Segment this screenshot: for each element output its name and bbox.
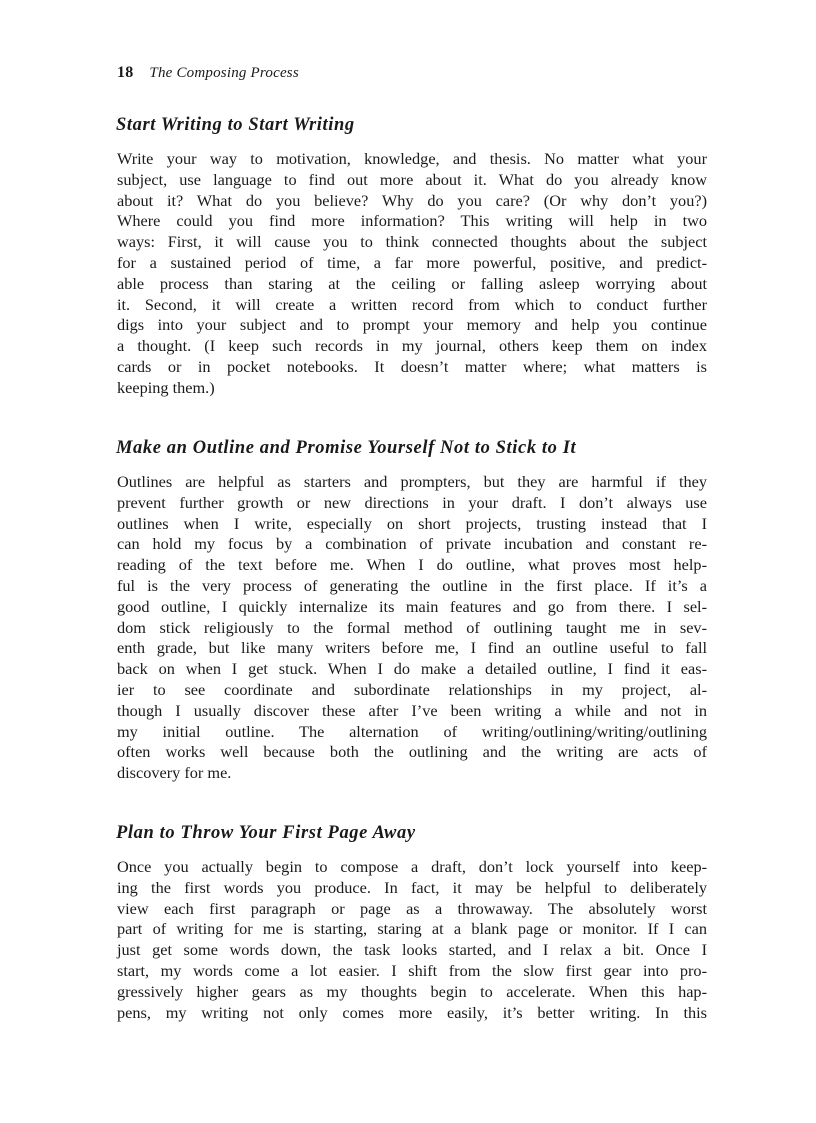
- text-line: about it? What do you believe? Why do you care? (Or why don’t you?): [117, 191, 707, 210]
- text-line: outlines when I write, especially on short projects, trusting instead that I: [117, 514, 707, 533]
- text-line: dom stick religiously to the formal method of outlining taught me in sev-: [117, 618, 707, 637]
- text-line: digs into your subject and to prompt your memory and help you continue: [117, 315, 707, 334]
- text-line: Once you actually begin to compose a draft, don’t lock yourself into keep-: [117, 857, 707, 876]
- text-line: Outlines are helpful as starters and prompters, but they are harmful if they: [117, 472, 707, 491]
- text-line: subject, use language to find out more about it. What do you already know: [117, 170, 707, 189]
- text-line: view each first paragraph or page as a throwaway. The absolutely worst: [117, 899, 707, 918]
- text-line: a thought. (I keep such records in my journal, others keep them on index: [117, 336, 707, 355]
- page-number: 18: [117, 64, 134, 81]
- text-line: can hold my focus by a combination of private incubation and constant re-: [117, 534, 707, 553]
- text-line: good outline, I quickly internalize its main features and go from there. I sel-: [117, 597, 707, 616]
- text-line: though I usually discover these after I’ve been writing a while and not in: [117, 701, 707, 720]
- text-line: it. Second, it will create a written record from which to conduct further: [117, 295, 707, 314]
- text-line: my initial outline. The alternation of writing/outlining/writing/outlining: [117, 722, 707, 741]
- text-line: for a sustained period of time, a far more powerful, positive, and predict-: [117, 253, 707, 272]
- text-line: keeping them.): [117, 378, 215, 397]
- text-line: prevent further growth or new directions in your draft. I don’t always use: [117, 493, 707, 512]
- text-line: Where could you find more information? This writing will help in two: [117, 211, 707, 230]
- text-line: able process than staring at the ceiling or falling asleep worrying about: [117, 274, 707, 293]
- text-line: ful is the very process of generating the outline in the first place. If it’s a: [117, 576, 707, 595]
- text-line: cards or in pocket notebooks. It doesn’t matter where; what matters is: [117, 357, 707, 376]
- text-line: Write your way to motivation, knowledge, and thesis. No matter what your: [117, 149, 707, 168]
- text-line: reading of the text before me. When I do outline, what proves most help-: [117, 555, 707, 574]
- text-line: ing the first words you produce. In fact, it may be helpful to deliberately: [117, 878, 707, 897]
- section-heading: Start Writing to Start Writing: [116, 115, 355, 135]
- text-line: discovery for me.: [117, 763, 232, 782]
- running-head: [117, 64, 299, 82]
- section-heading: Plan to Throw Your First Page Away: [116, 823, 416, 843]
- text-line: ier to see coordinate and subordinate relationships in my project, al-: [117, 680, 707, 699]
- section-heading: Make an Outline and Promise Yourself Not to Stick to It: [116, 438, 577, 458]
- text-line: gressively higher gears as my thoughts begin to accelerate. When this hap-: [117, 982, 707, 1001]
- text-line: part of writing for me is starting, staring at a blank page or monitor. If I can: [117, 919, 707, 938]
- chapter-title: The Composing Process: [149, 65, 299, 81]
- text-line: just get some words down, the task looks started, and I relax a bit. Once I: [117, 940, 707, 959]
- text-line: ways: First, it will cause you to think connected thoughts about the subject: [117, 232, 707, 251]
- text-line: pens, my writing not only comes more easily, it’s better writing. In this: [117, 1003, 707, 1022]
- text-line: often works well because both the outlining and the writing are acts of: [117, 742, 707, 761]
- text-line: start, my words come a lot easier. I shift from the slow first gear into pro-: [117, 961, 707, 980]
- text-line: back on when I get stuck. When I do make a detailed outline, I find it eas-: [117, 659, 707, 678]
- text-line: enth grade, but like many writers before me, I find an outline useful to fall: [117, 638, 707, 657]
